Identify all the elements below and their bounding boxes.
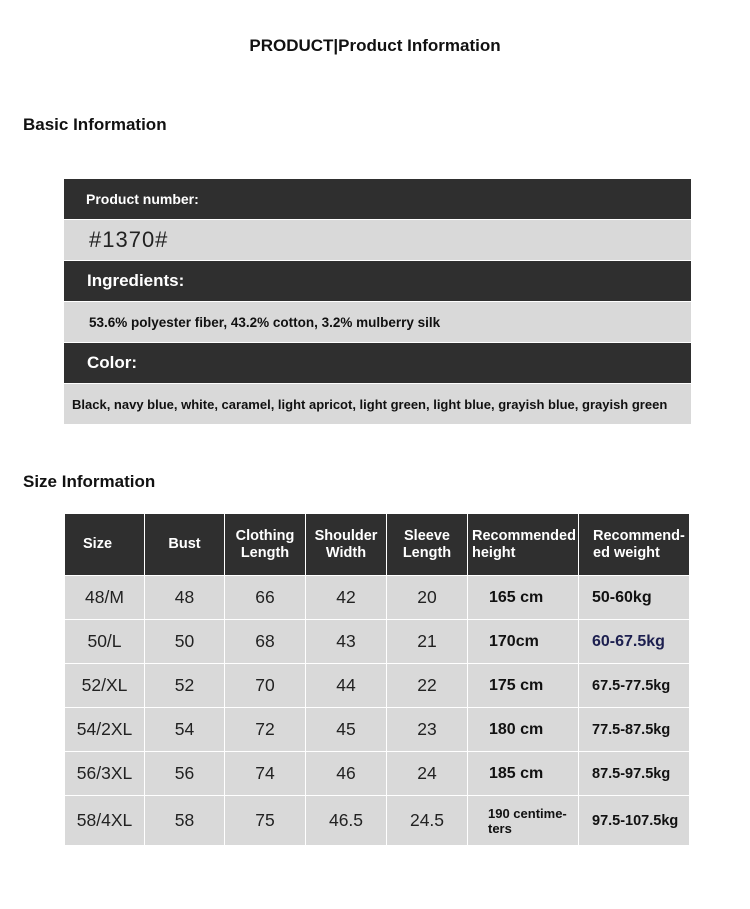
header-size: Size bbox=[65, 514, 145, 576]
cell-height: 190 centime- ters bbox=[468, 796, 579, 846]
size-table-header bbox=[65, 514, 690, 576]
cell-shoulder: 42 bbox=[306, 576, 387, 620]
cell-weight: 87.5-97.5kg bbox=[579, 752, 690, 796]
header-recommended-weight: Recommend- ed weight bbox=[579, 514, 690, 576]
cell-height: 165 cm bbox=[468, 576, 579, 620]
cell-bust: 50 bbox=[145, 620, 225, 664]
cell-shoulder: 46 bbox=[306, 752, 387, 796]
cell-size: 50/L bbox=[65, 620, 145, 664]
cell-weight: 97.5-107.5kg bbox=[579, 796, 690, 846]
table-row bbox=[65, 664, 690, 708]
cell-length: 70 bbox=[225, 664, 306, 708]
cell-size: 56/3XL bbox=[65, 752, 145, 796]
header-shoulder-width: Shoulder Width bbox=[306, 514, 387, 576]
cell-weight: 77.5-87.5kg bbox=[579, 708, 690, 752]
cell-sleeve: 21 bbox=[387, 620, 468, 664]
cell-bust: 52 bbox=[145, 664, 225, 708]
cell-sleeve: 24.5 bbox=[387, 796, 468, 846]
cell-height: 175 cm bbox=[468, 664, 579, 708]
table-row bbox=[65, 796, 690, 846]
product-number-label: Product number: bbox=[64, 179, 691, 220]
cell-height: 170cm bbox=[468, 620, 579, 664]
color-value: Black, navy blue, white, caramel, light apricot, light green, light blue, grayish blue, grayish green bbox=[64, 384, 691, 425]
ingredients-label: Ingredients: bbox=[64, 261, 691, 302]
cell-height: 180 cm bbox=[468, 708, 579, 752]
basic-information-table bbox=[64, 179, 691, 425]
header-recommended-height: Recommended height bbox=[468, 514, 579, 576]
cell-size: 52/XL bbox=[65, 664, 145, 708]
cell-weight: 50-60kg bbox=[579, 576, 690, 620]
cell-length: 75 bbox=[225, 796, 306, 846]
cell-size: 48/M bbox=[65, 576, 145, 620]
table-row bbox=[65, 576, 690, 620]
cell-sleeve: 23 bbox=[387, 708, 468, 752]
header-clothing-length: Clothing Length bbox=[225, 514, 306, 576]
cell-height: 185 cm bbox=[468, 752, 579, 796]
table-row bbox=[65, 752, 690, 796]
product-number-value: #1370# bbox=[64, 220, 691, 261]
cell-shoulder: 44 bbox=[306, 664, 387, 708]
color-label: Color: bbox=[64, 343, 691, 384]
ingredients-value: 53.6% polyester fiber, 43.2% cotton, 3.2% mulberry silk bbox=[64, 302, 691, 343]
cell-length: 66 bbox=[225, 576, 306, 620]
size-table bbox=[64, 513, 690, 846]
header-sleeve-length: Sleeve Length bbox=[387, 514, 468, 576]
page-title: PRODUCT|Product Information bbox=[249, 36, 501, 55]
cell-bust: 54 bbox=[145, 708, 225, 752]
header-bust: Bust bbox=[145, 514, 225, 576]
basic-information-heading: Basic Information bbox=[23, 115, 167, 134]
cell-bust: 58 bbox=[145, 796, 225, 846]
size-information-heading: Size Information bbox=[23, 472, 156, 491]
cell-size: 58/4XL bbox=[65, 796, 145, 846]
cell-sleeve: 24 bbox=[387, 752, 468, 796]
cell-sleeve: 20 bbox=[387, 576, 468, 620]
table-row bbox=[65, 708, 690, 752]
cell-shoulder: 46.5 bbox=[306, 796, 387, 846]
cell-bust: 48 bbox=[145, 576, 225, 620]
cell-weight: 60-67.5kg bbox=[579, 620, 690, 664]
table-row bbox=[65, 620, 690, 664]
cell-length: 74 bbox=[225, 752, 306, 796]
cell-sleeve: 22 bbox=[387, 664, 468, 708]
cell-length: 68 bbox=[225, 620, 306, 664]
cell-size: 54/2XL bbox=[65, 708, 145, 752]
cell-shoulder: 43 bbox=[306, 620, 387, 664]
cell-bust: 56 bbox=[145, 752, 225, 796]
cell-shoulder: 45 bbox=[306, 708, 387, 752]
cell-weight: 67.5-77.5kg bbox=[579, 664, 690, 708]
cell-length: 72 bbox=[225, 708, 306, 752]
